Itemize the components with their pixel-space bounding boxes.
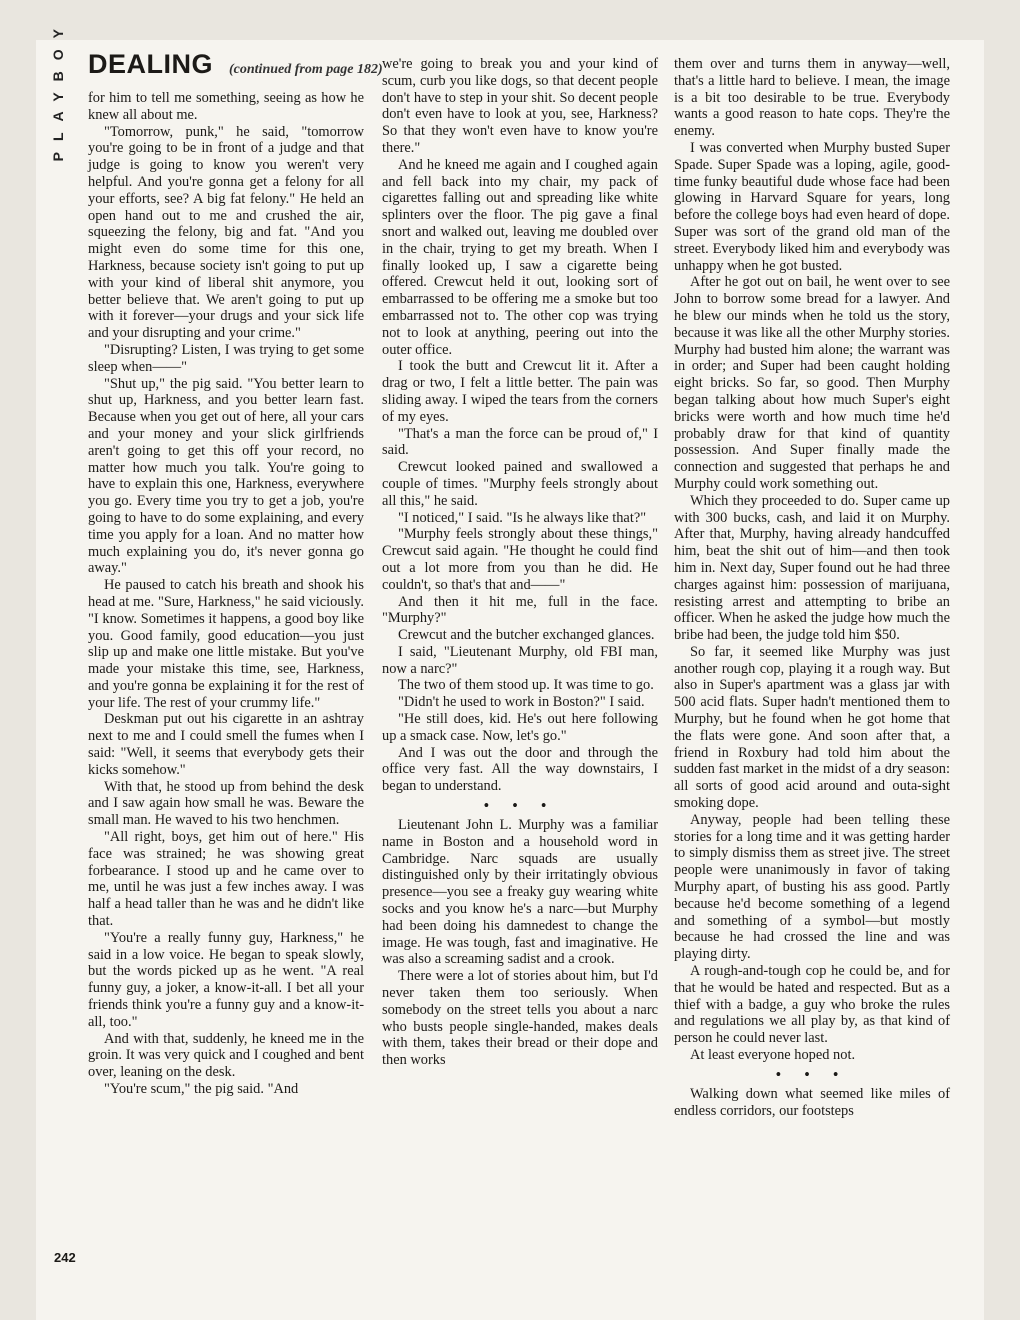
paragraph: He paused to catch his breath and shook his head at me. "Sure, Harkness," he said viciously. "I know. Sometimes it happens, a good boy like you. Good family, good education—you just slip up and make one little mistake. But you've made your mistake this time, see, Harkness, and you're gonna be explaining it for the rest of your life. The rest of your crummy life.": [88, 577, 364, 711]
paragraph: Crewcut looked pained and swallowed a couple of times. "Murphy feels strongly about all this," he said.: [382, 459, 658, 509]
paragraph: Walking down what seemed like miles of endless corridors, our footsteps: [674, 1085, 950, 1119]
section-separator: • • •: [483, 798, 557, 815]
paragraph: "That's a man the force can be proud of," I said.: [382, 425, 658, 459]
paragraph: for him to tell me something, seeing as how he knew all about me.: [88, 90, 364, 123]
paragraph: There were a lot of stories about him, but I'd never taken them too seriously. When somebody on the street tells you about a narc who busts people single-handed, makes deals with them, takes their bread or their dope and then works: [382, 968, 658, 1069]
paragraph: "You're a really funny guy, Harkness," he said in a low voice. He began to speak slowly, but the words picked up as he went. "A real funny guy, a joker, a know-it-all. I bet all your friends think you're a funny guy and a know-it-all, too.": [88, 929, 364, 1030]
paragraph: "He still does, kid. He's out here following up a smack case. Now, let's go.": [382, 711, 658, 744]
paragraph: I said, "Lieutenant Murphy, old FBI man, now a narc?": [382, 643, 658, 677]
column-2: [382, 56, 658, 1069]
paragraph: we're going to break you and your kind of scum, curb you like dogs, so that decent people don't have to step in your shit. So decent people don't even have to look at you, see, Harkness? So that they won't even have to know you're there.": [382, 56, 658, 156]
paragraph: So far, it seemed like Murphy was just another rough cop, playing it a rough way. But also in Super's apartment was a glass jar with 500 acid flats. Super hadn't mentioned them to Murphy, but he found when he got home that the flats were gone. And soon after that, a friend in Roxbury had told him about the sudden fast market in the midst of a dry season: all sorts of good acid around and outa-sight smoking dope.: [674, 643, 950, 812]
paragraph: "Murphy feels strongly about these things," Crewcut said again. "He thought he could find out a lot more from you than he did. He couldn't, so that's that and——": [382, 526, 658, 593]
paragraph: Crewcut and the butcher exchanged glances.: [398, 627, 655, 644]
paragraph: "You're scum," the pig said. "And: [104, 1081, 299, 1098]
paragraph: them over and turns them in anyway—well, that's a little hard to believe. I mean, the image is a bit too desirable to be true. Everybody wants a good reason to hate cops. They're the enemy.: [674, 56, 950, 140]
paragraph: And then it hit me, full in the face. "Murphy?": [382, 593, 658, 627]
paragraph: With that, he stood up from behind the desk and I saw again how small he was. Beware the small man. He waved to his two henchmen.: [88, 778, 364, 829]
paragraph: After he got out on bail, he went over to see John to borrow some bread for a lawyer. And he blew our minds when he told us the story, because it was like all the other Murphy stories. Murphy had busted him alone; the warrant was in order; and Super had been caught holding eight bricks. So far, so good. Then Murphy began talking about how much Super's eight bricks were worth and how much time he'd probably draw for that kind of quantity possession. And Super finally made the connection and suggested that perhaps he and Murphy could work something out.: [674, 274, 950, 492]
paragraph: "Didn't he used to work in Boston?" I said.: [398, 694, 645, 711]
paragraph: And I was out the door and through the office very fast. All the way downstairs, I began to understand.: [382, 744, 658, 795]
column-1: [88, 90, 364, 1098]
paragraph: "All right, boys, get him out of here." His face was strained; he was showing great forbearance. I stood up and he came over to me, until he was just a few inches away. I was half a head taller than he was and he didn't like that.: [88, 829, 364, 930]
paragraph: Deskman put out his cigarette in an ashtray next to me and I could smell the fumes when I said: "Well, it seems that everybody gets their kicks somehow.": [88, 711, 364, 778]
masthead: PLAYBOY: [50, 18, 66, 162]
paragraph: Anyway, people had been telling these stories for a long time and it was getting harder to simply dismiss them as street jive. The street people were unanimously in favor of taking Murphy apart, of busting his ass good. Partly because he'd become something of a legend and something of a symbol—but mostly because he had crossed the line and was playing dirty.: [674, 811, 950, 963]
paragraph: "Shut up," the pig said. "You better learn to shut up, Harkness, and you better learn fast. Because when you get out of here, all your cars and your money and your slick girlfriends aren't going to get this off your record, no matter how much you talk. You're going to have to explain this one, Harkness, everywhere you go. Every time you try to get a job, you're going to have to do some explaining, and every time you apply for a loan. And no matter how much explaining you do, it's never gonna go away.": [88, 375, 364, 577]
paragraph: "I noticed," I said. "Is he always like that?": [398, 509, 647, 526]
paragraph: Lieutenant John L. Murphy was a familiar name in Boston and a household word in Cambridge. Narc squads are usually distinguished only by their irritatingly obvious presence—you see a freaky guy wearing white socks and you know he's a narc—but Murphy had been doing his damnedest to change the image. He was tough, fast and imaginative. He was also a screaming sadist and a crook.: [382, 817, 658, 968]
paragraph: A rough-and-tough cop he could be, and for that he would be hated and respected. But as a thief with a badge, a guy who broke the rules and regulations we all play by, as that kind of person he could never last.: [674, 963, 950, 1047]
paragraph: I took the butt and Crewcut lit it. After a drag or two, I felt a little better. The pain was sliding away. I wiped the tears from the corners of my eyes.: [382, 358, 658, 425]
paragraph: I was converted when Murphy busted Super Spade. Super Spade was a loping, agile, good-time funky beautiful dude whose face had been glowing in Harvard Square for years, long before the college boys had even heard of dope. Super was sort of the grand old man of the street. Everybody liked him and everybody was unhappy when he got busted.: [674, 139, 950, 274]
paragraph: The two of them stood up. It was time to go.: [398, 677, 654, 694]
paragraph: "Disrupting? Listen, I was trying to get some sleep when——": [88, 341, 364, 375]
article-header: [88, 49, 383, 85]
paragraph: Which they proceeded to do. Super came up with 300 bucks, cash, and laid it on Murphy. After that, Murphy, having already handcuffed him, beat the shit out of him—and then took him in. Next day, Super found out he had three charges against him: possession of marijuana, resisting arrest and attempting to bribe an officer. When he asked the judge how much the bribe had been, the judge told him $50.: [674, 492, 950, 644]
paragraph: And he kneed me again and I coughed again and fell back into my chair, my pack of cigarettes falling out and spreading like white splinters over the floor. The pig gave a final snort and walked out, leaving me doubled over in the chair, trying to get my breath. When I finally looked up, I saw a cigarette being offered. Crewcut held it out, looking sort of embarrassed to be offering me a smoke but too embarrassed not to. The other cop was trying not to look at anything, peering out into the outer office.: [382, 156, 658, 358]
paragraph: And with that, suddenly, he kneed me in the groin. It was very quick and I coughed and bent over, leaning on the desk.: [88, 1030, 364, 1081]
section-separator: • • •: [775, 1066, 849, 1083]
article-title: DEALING: [88, 49, 213, 79]
column-3: [674, 56, 950, 1119]
page-number: 242: [54, 1250, 76, 1265]
continued-note: (continued from page 182): [229, 62, 383, 77]
paragraph: At least everyone hoped not.: [690, 1047, 856, 1064]
paragraph: "Tomorrow, punk," he said, "tomorrow you're going to be in front of a judge and that judge is going to know you weren't very helpful. And you're gonna get a felony for all your efforts, see? A big fat felony." He held an open hand out to me and crushed the air, squeezing the felony, big and fat. "And you might even do some time for this one, Harkness, because society isn't going to put up with your kind of liberal shit anymore, you better believe that. We aren't going to put up with it forever—your drugs and your sick life and your disrupting and your crime.": [88, 123, 364, 342]
